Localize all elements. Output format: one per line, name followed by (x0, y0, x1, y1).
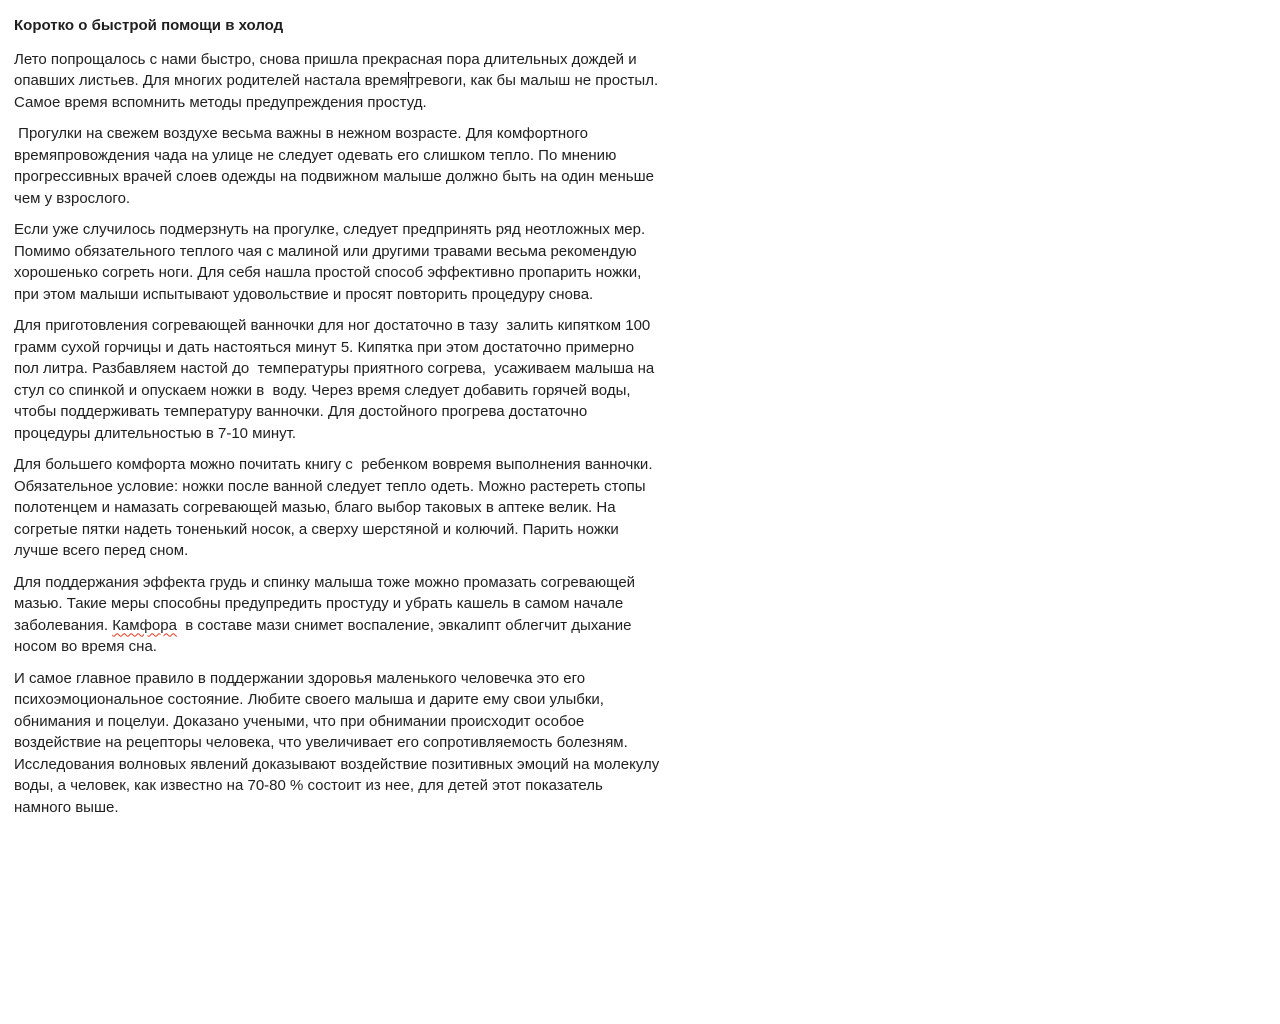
paragraph-intro[interactable] (14, 49, 662, 114)
paragraph-psycho-emotional[interactable]: И самое главное правило в поддержании здоровья маленького человечка это его психоэмоциональное состояние. Любите своего малыша и дарите ему свои улыбки, обнимания и поцелуи. Доказано учеными, что при обнимании происходит особое воздействие на рецепторы человека, что увеличивает его сопротивляемость болезням. Исследования волновых явлений доказывают воздействие позитивных эмоций на молекулу воды, а человек, как известно на 70-80 % состоит из нее, для детей этот показатель намного выше. (14, 669, 664, 816)
paragraph-after-bath-care[interactable]: Для большего комфорта можно почитать книгу с ребенком вовремя выполнения ванночки. Обязательное условие: ножки после ванной следует тепло одеть. Можно растереть стопы полотенцем и намазать согревающей мазью, благо выбор таковых в аптеке велик. На согретые пятки надеть тоненький носок, а сверху шерстяной и колючий. Парить ножки лучше всего перед сном. (14, 456, 657, 559)
ointment-text-before: Для поддержания эффекта грудь и спинку малыша тоже можно промазать согревающей мазью. Такие меры способны предупредить простуду и убрать кашель в самом начале заболевания. (14, 573, 640, 634)
document-title[interactable]: Коротко о быстрой помощи в холод (14, 17, 284, 34)
paragraph-footbath-recipe[interactable]: Для приготовления согревающей ванночки для ног достаточно в тазу залить кипятком 100 грамм сухой горчицы и дать настояться минут 5. Кипятка при этом достаточно примерно пол литра. Разбавляем настой до температуры приятного согрева, усаживаем малыша на стул со спинкой и опускаем ножки в воду. Через время следует добавить горячей воды, чтобы поддерживать температуру ванночки. Для достойного прогрева достаточно процедуры длительностью в 7-10 минут. (14, 317, 659, 442)
intro-text-after-caret: тревоги, как бы малыш не простыл. Самое время вспомнить методы предупреждения простуд. (14, 72, 663, 111)
misspelled-word: Камфора (112, 616, 177, 634)
document-page[interactable] (0, 0, 680, 818)
paragraph-walks-advice[interactable]: Прогулки на свежем воздухе весьма важны в нежном возрасте. Для комфортного времяпровождения чада на улице не следует одевать его слишком тепло. По мнению прогрессивных врачей слоев одежды на подвижном малыше должно быть на один меньше чем у взрослого. (14, 125, 659, 207)
intro-text-before-caret: Лето попрощалось с нами быстро, снова пришла прекрасная пора длительных дождей и опавших листьев. Для многих родителей настала время (14, 50, 641, 89)
paragraph-ointment[interactable] (14, 572, 662, 658)
paragraph-warming-measures[interactable]: Если уже случилось подмерзнуть на прогулке, следует предпринять ряд неотложных мер. Помимо обязательного теплого чая с малиной или другими травами весьма рекомендую хорошенько согреть ноги. Для себя нашла простой способ эффективно пропарить ножки, при этом малыши испытывают удовольствие и просят повторить процедуру снова. (14, 221, 650, 303)
ointment-text-after: в составе мази снимет воспаление, эвкалипт облегчит дыхание носом во время сна. (14, 616, 636, 655)
